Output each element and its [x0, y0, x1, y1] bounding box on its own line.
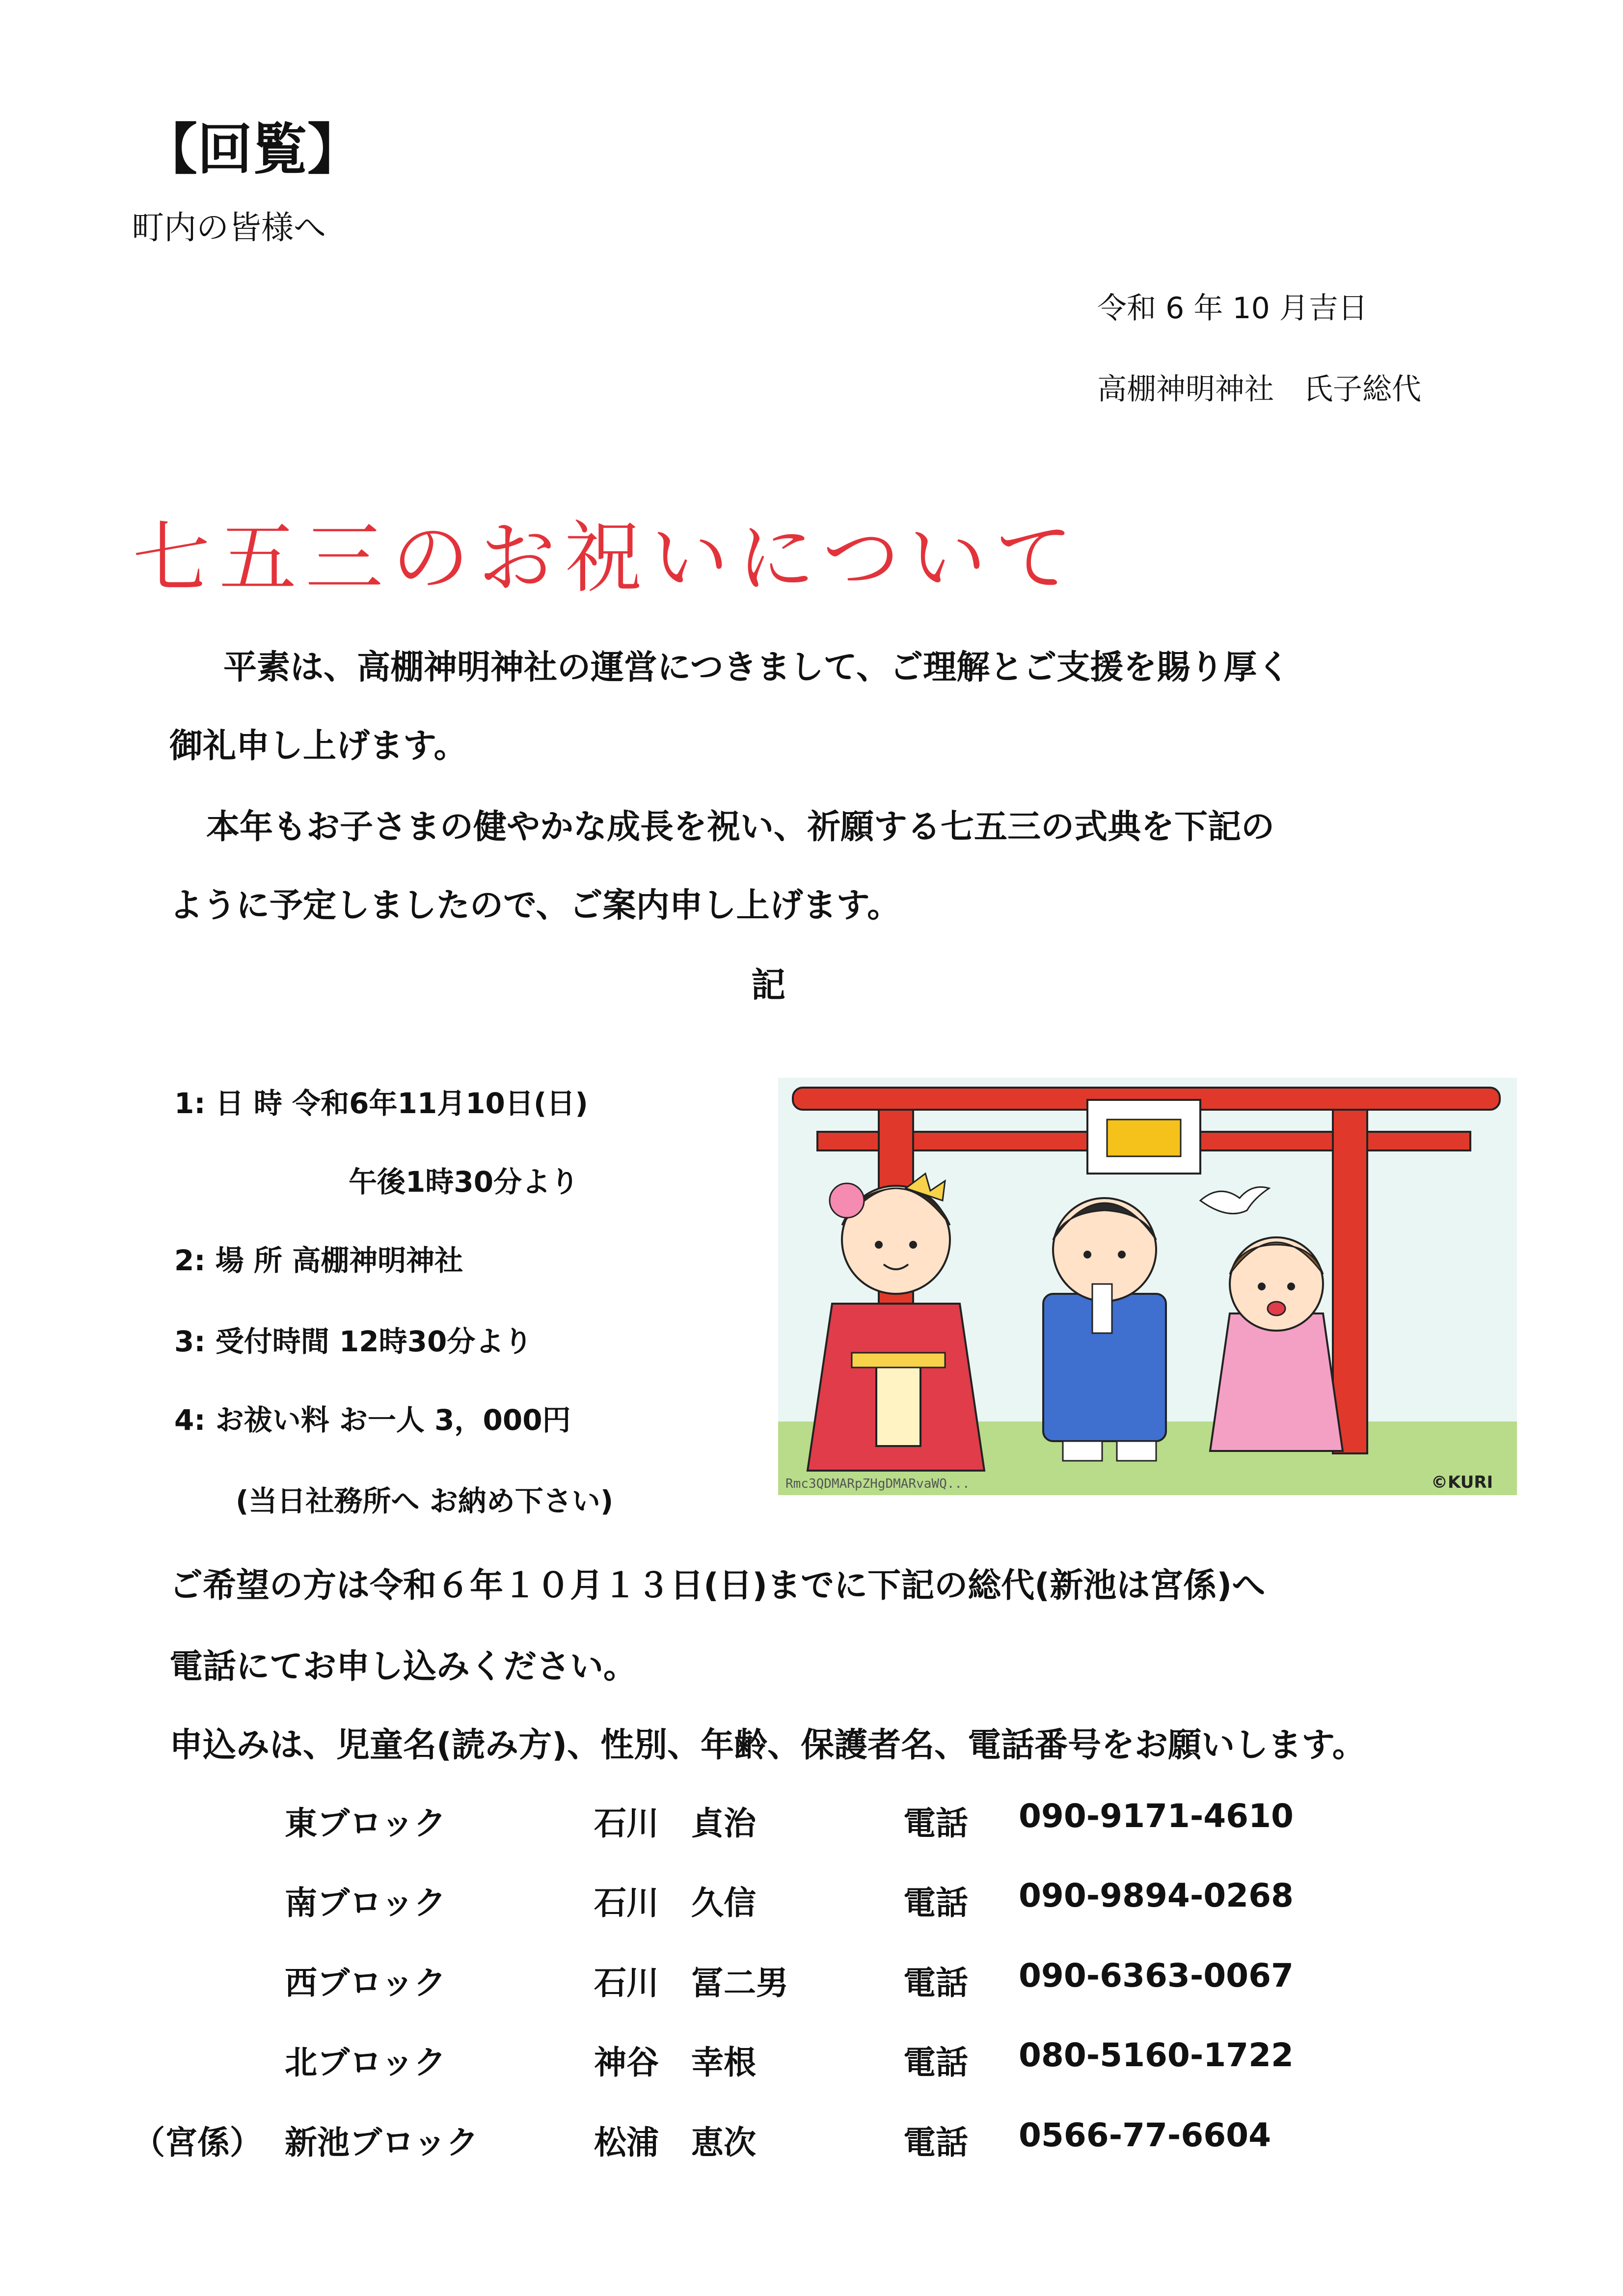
- contact-phone: 090-9171-4610: [1019, 1797, 1294, 1835]
- ki-heading: 記: [751, 965, 785, 1005]
- contact-tel-label: 電話: [903, 2124, 968, 2161]
- recipient-line: 町内の皆様へ: [132, 209, 326, 246]
- apply-line-1: ご希望の方は令和６年１０月１３日(日)までに下記の総代(新池は宮係)へ: [169, 1566, 1266, 1605]
- boy-blue-hakama: [1043, 1198, 1166, 1461]
- contact-prefix: （宮係）: [133, 2124, 262, 2161]
- contact-name: 神谷 幸根: [594, 2044, 756, 2081]
- detail-place: 2: 場 所 高棚神明神社: [174, 1244, 463, 1277]
- illustration-watermark: Rmc3QDMARpZHgDMARvaWQ...: [785, 1476, 970, 1491]
- contact-block: 南ブロック: [285, 1884, 446, 1922]
- contact-block: 北ブロック: [285, 2044, 446, 2081]
- contact-name: 石川 久信: [594, 1884, 756, 1922]
- paragraph-1-line-1: 平素は、高棚神明神社の運営につきまして、ご理解とご支援を賜り厚く: [223, 648, 1291, 687]
- circular-notice-label: 【回覧】: [142, 118, 362, 182]
- contact-phone: 0566-77-6604: [1019, 2116, 1271, 2154]
- contact-phone: 080-5160-1722: [1019, 2036, 1294, 2074]
- contact-tel-label: 電話: [903, 1804, 968, 1842]
- contact-block: 東ブロック: [285, 1804, 446, 1842]
- detail-fee-note: (当日社務所へ お納め下さい): [236, 1484, 614, 1518]
- contact-block: 西ブロック: [285, 1964, 446, 2002]
- detail-date: 1: 日 時 令和6年11月10日(日): [174, 1087, 588, 1120]
- contact-phone: 090-9894-0268: [1019, 1877, 1294, 1914]
- detail-fee: 4: お祓い料 お一人 3，000円: [174, 1403, 571, 1437]
- paragraph-2-line-1: 本年もお子さまの健やかな成長を祝い、祈願する七五三の式典を下記の: [206, 808, 1275, 847]
- apply-line-3: 申込みは、児童名(読み方)、性別、年齢、保護者名、電話番号をお願いします。: [169, 1726, 1366, 1765]
- detail-date-time: 午後1時30分より: [349, 1165, 579, 1199]
- contact-block: 新池ブロック: [285, 2124, 479, 2161]
- paragraph-2-line-2: ように予定しましたので、ご案内申し上げます。: [169, 886, 901, 925]
- illustration-copyright: ©KURI: [1431, 1473, 1493, 1492]
- issue-date: 令和 6 年 10 月吉日: [1097, 291, 1368, 326]
- contact-name: 松浦 恵次: [594, 2124, 756, 2161]
- apply-line-2: 電話にてお申し込みください。: [169, 1647, 637, 1686]
- shichigosan-illustration: [778, 1078, 1517, 1495]
- sender-line: 高棚神明神社 氏子総代: [1097, 372, 1421, 407]
- contact-tel-label: 電話: [903, 1964, 968, 2002]
- paragraph-1-line-2: 御礼申し上げます。: [169, 727, 467, 765]
- contact-tel-label: 電話: [903, 2044, 968, 2081]
- detail-reception: 3: 受付時間 12時30分より: [174, 1325, 533, 1358]
- document-title: 七五三のお祝いについて: [133, 513, 1082, 603]
- contact-name: 石川 貞治: [594, 1804, 756, 1842]
- contact-tel-label: 電話: [903, 1884, 968, 1922]
- contact-phone: 090-6363-0067: [1019, 1957, 1294, 1995]
- contact-name: 石川 冨二男: [594, 1964, 788, 2002]
